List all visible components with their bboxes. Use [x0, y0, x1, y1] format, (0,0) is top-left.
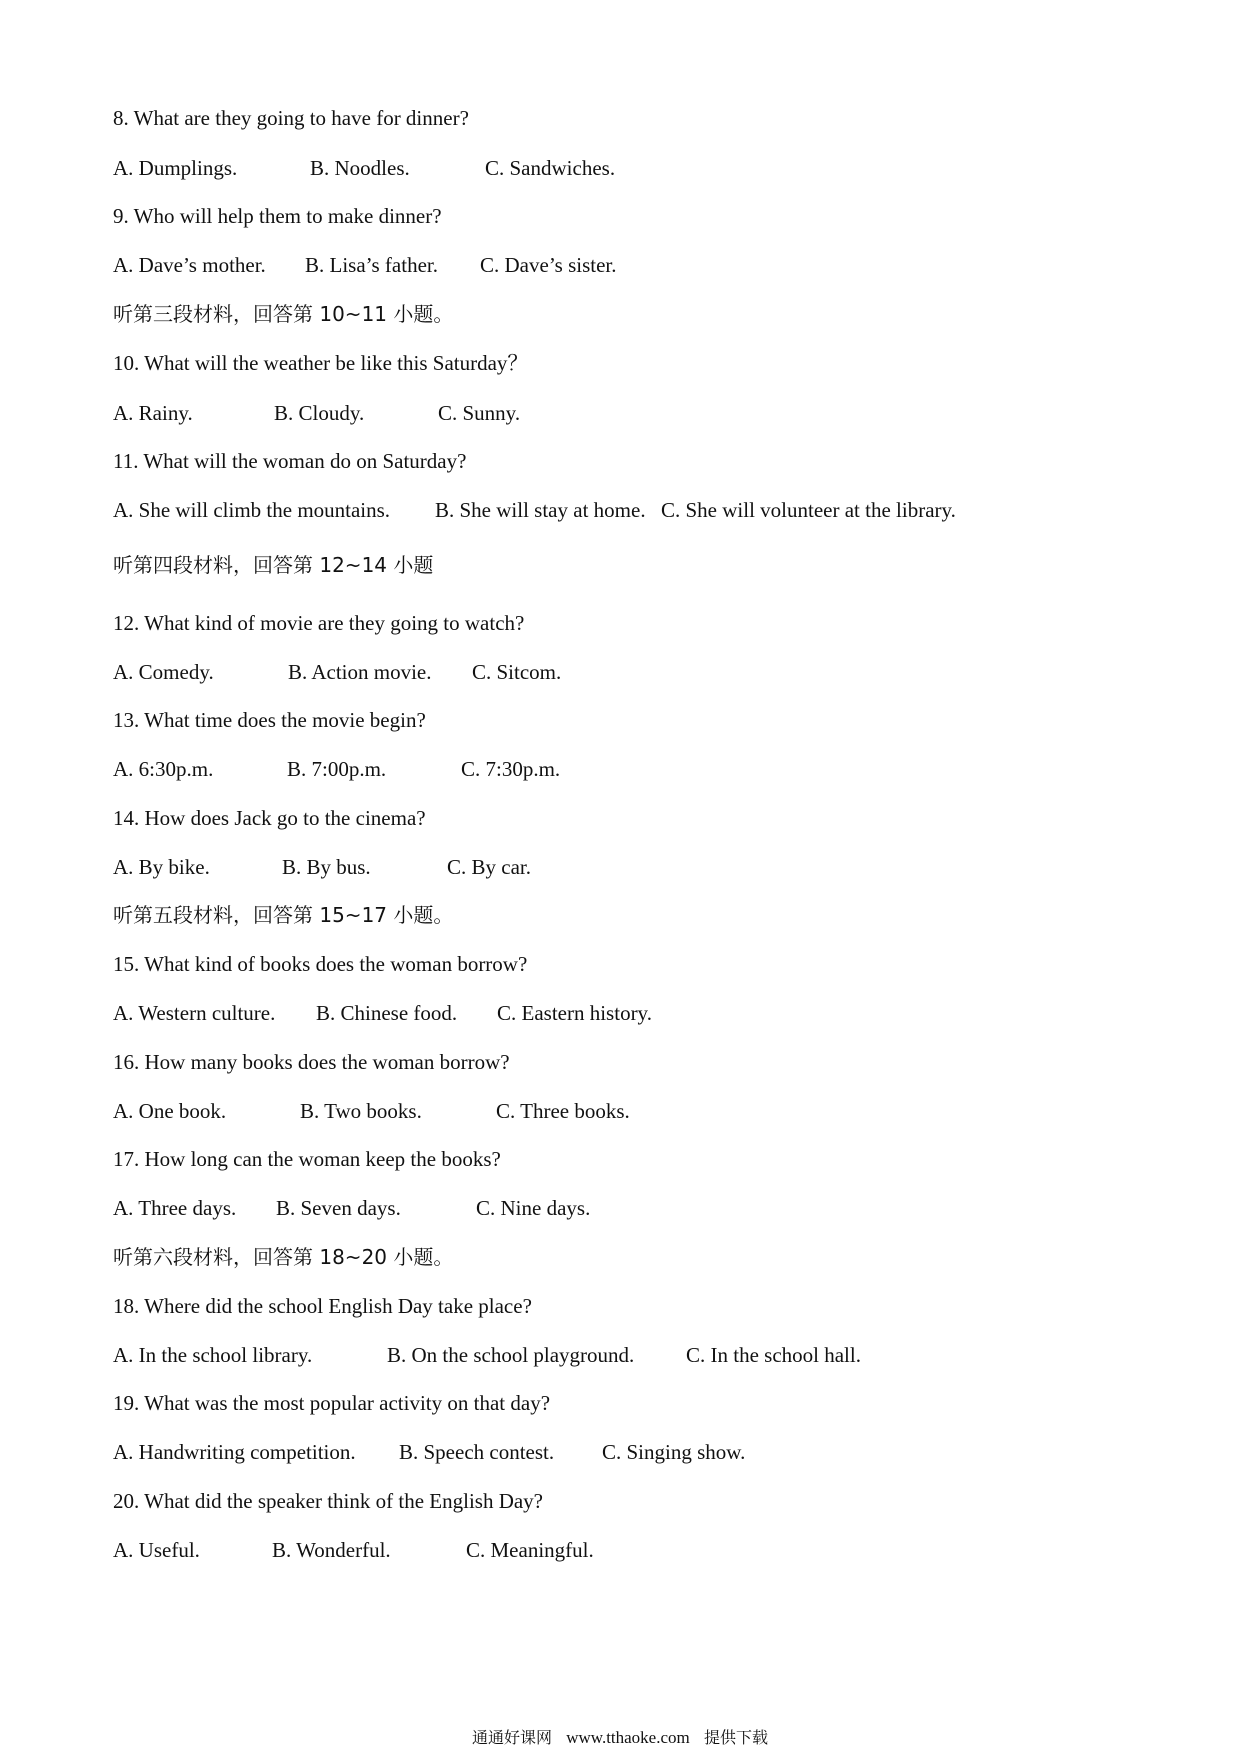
option-c: C. Singing show. — [602, 1440, 746, 1464]
options-15 — [113, 1000, 652, 1026]
options-11 — [113, 497, 956, 523]
options-12 — [113, 659, 562, 685]
option-a: A. Three days. — [113, 1196, 237, 1220]
footer-note: 提供下载 — [704, 1728, 769, 1747]
option-b: B. On the school playground. — [387, 1343, 635, 1367]
option-b: B. Noodles. — [310, 156, 410, 180]
option-a: A. Comedy. — [113, 660, 214, 684]
option-b: B. Wonderful. — [272, 1538, 391, 1562]
question-11: 11. What will the woman do on Saturday? — [113, 449, 467, 473]
option-b: B. Two books. — [300, 1099, 422, 1123]
section-heading-5: 听第五段材料，回答第 15~17 小题。 — [113, 903, 454, 927]
option-b: B. Lisa’s father. — [305, 253, 438, 277]
question-9: 9. Who will help them to make dinner? — [113, 204, 442, 228]
question-12: 12. What kind of movie are they going to watch? — [113, 611, 525, 635]
option-c: C. Three books. — [496, 1099, 630, 1123]
options-8 — [113, 155, 616, 181]
option-a: A. Dumplings. — [113, 156, 238, 180]
section-heading-4: 听第四段材料，回答第 12~14 小题 — [113, 553, 434, 577]
option-c: C. Dave’s sister. — [480, 253, 617, 277]
question-16: 16. How many books does the woman borrow? — [113, 1050, 510, 1074]
question-17: 17. How long can the woman keep the books? — [113, 1147, 501, 1171]
option-a: A. Handwriting competition. — [113, 1440, 356, 1464]
options-16 — [113, 1098, 630, 1124]
option-c: C. Sunny. — [438, 401, 521, 425]
option-b: B. Chinese food. — [316, 1001, 458, 1025]
option-b: B. She will stay at home. — [435, 498, 646, 522]
question-8: 8. What are they going to have for dinner? — [113, 106, 469, 130]
question-13: 13. What time does the movie begin? — [113, 708, 426, 732]
option-a: A. Dave’s mother. — [113, 253, 266, 277]
option-b: B. Cloudy. — [274, 401, 365, 425]
option-b: B. By bus. — [282, 855, 371, 879]
options-14 — [113, 854, 531, 880]
option-c: C. Sandwiches. — [485, 156, 616, 180]
footer-site-name: 通通好课网 — [471, 1728, 552, 1747]
options-20 — [113, 1537, 594, 1563]
option-c: C. Eastern history. — [497, 1001, 652, 1025]
option-c: C. Nine days. — [476, 1196, 591, 1220]
option-b: B. Action movie. — [288, 660, 432, 684]
option-a: A. Western culture. — [113, 1001, 276, 1025]
options-13 — [113, 756, 561, 782]
option-a: A. In the school library. — [113, 1343, 313, 1367]
option-b: B. 7:00p.m. — [287, 757, 387, 781]
option-b: B. Seven days. — [276, 1196, 401, 1220]
question-18: 18. Where did the school English Day take place? — [113, 1294, 532, 1318]
option-a: A. By bike. — [113, 855, 210, 879]
option-c: C. She will volunteer at the library. — [661, 498, 956, 522]
question-15: 15. What kind of books does the woman borrow? — [113, 952, 528, 976]
option-a: A. One book. — [113, 1099, 227, 1123]
option-c: C. 7:30p.m. — [461, 757, 561, 781]
option-a: A. Rainy. — [113, 401, 193, 425]
options-10 — [113, 400, 521, 426]
section-heading-3: 听第三段材料，回答第 10~11 小题。 — [113, 302, 454, 326]
option-a: A. Useful. — [113, 1538, 200, 1562]
question-20: 20. What did the speaker think of the English Day? — [113, 1489, 544, 1513]
options-9 — [113, 252, 617, 278]
option-c: C. By car. — [447, 855, 531, 879]
option-c: C. Meaningful. — [466, 1538, 594, 1562]
option-b: B. Speech contest. — [399, 1440, 555, 1464]
option-a: A. She will climb the mountains. — [113, 498, 391, 522]
option-c: C. Sitcom. — [472, 660, 562, 684]
option-c: C. In the school hall. — [686, 1343, 861, 1367]
question-14: 14. How does Jack go to the cinema? — [113, 806, 426, 830]
question-10: 10. What will the weather be like this Saturday？ — [113, 351, 529, 375]
options-17 — [113, 1195, 591, 1221]
question-19: 19. What was the most popular activity on that day? — [113, 1391, 551, 1415]
page-footer — [0, 1727, 1240, 1749]
footer-url[interactable]: www.tthaoke.com — [566, 1728, 690, 1747]
options-19 — [113, 1439, 746, 1465]
section-heading-6: 听第六段材料，回答第 18~20 小题。 — [113, 1245, 454, 1269]
options-18 — [113, 1342, 861, 1368]
option-a: A. 6:30p.m. — [113, 757, 214, 781]
